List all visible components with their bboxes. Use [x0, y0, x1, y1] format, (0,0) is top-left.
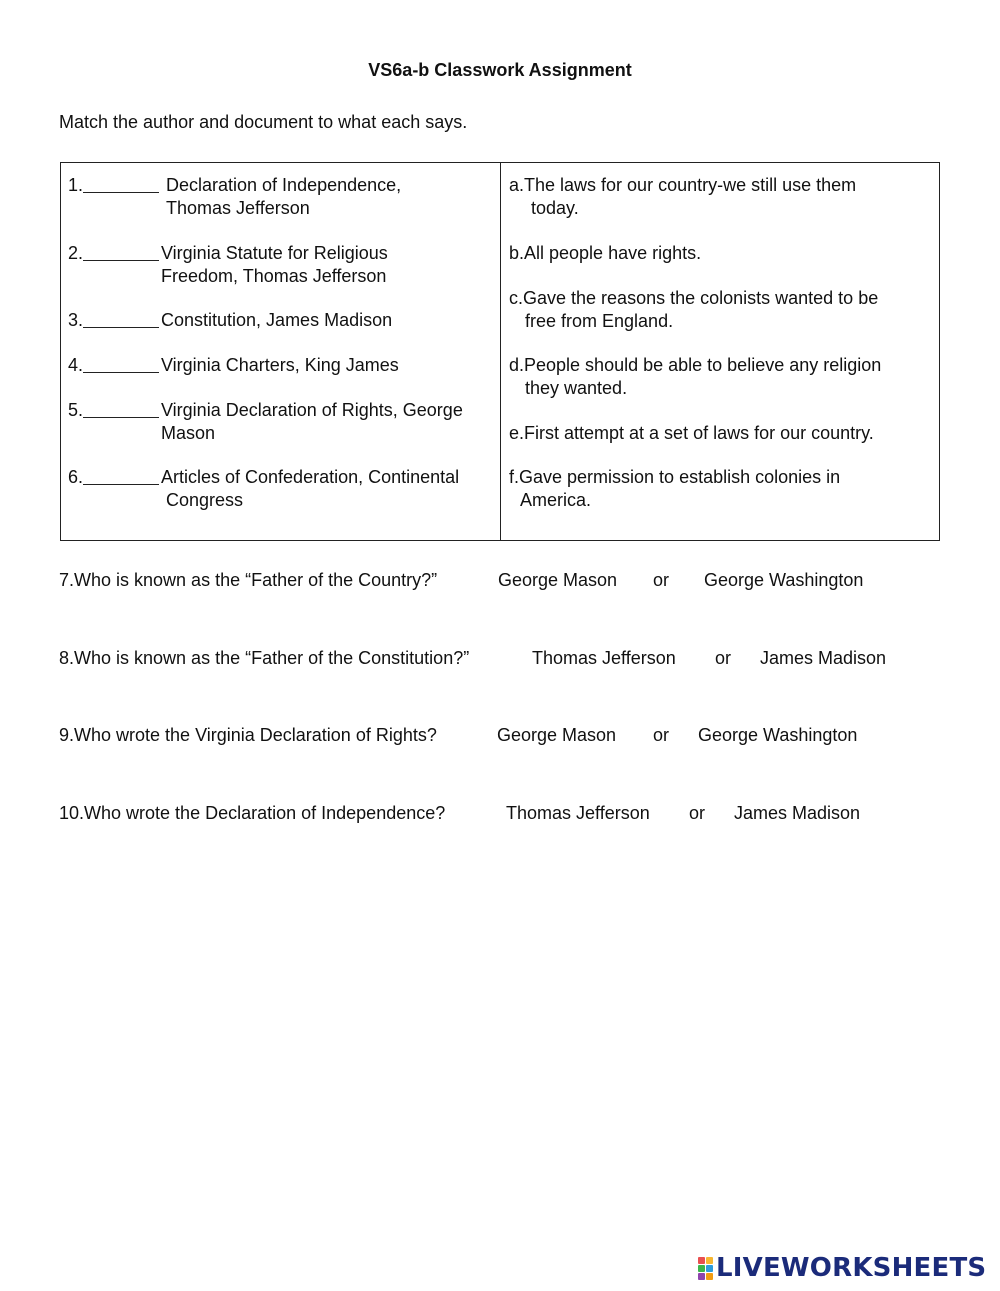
question-text: 10.Who wrote the Declaration of Independence? [59, 803, 446, 823]
option-george-washington[interactable]: George Washington [704, 570, 864, 590]
logo-square [706, 1265, 713, 1272]
logo-square [706, 1273, 713, 1280]
instructions: Match the author and document to what each says. [59, 112, 468, 132]
answer-blank-6[interactable] [83, 466, 159, 485]
question-text: 8.Who is known as the “Father of the Constitution?” [59, 648, 470, 668]
choice-a: a.The laws for our country-we still use them today. [509, 175, 857, 218]
question-text: 7.Who is known as the “Father of the Country?” [59, 570, 438, 590]
option-george-washington[interactable]: George Washington [698, 725, 858, 745]
or-label: or [653, 725, 670, 745]
answer-blank-1[interactable] [83, 174, 159, 193]
logo-text: LIVEWORKSHEETS [716, 1253, 987, 1283]
logo-square [698, 1265, 705, 1272]
liveworksheets-logo [698, 1253, 986, 1283]
choice-f: f.Gave permission to establish colonies in America. [509, 467, 841, 510]
option-thomas-jefferson[interactable]: Thomas Jefferson [506, 803, 650, 823]
logo-blocks-icon [698, 1257, 713, 1280]
or-label: or [653, 570, 670, 590]
column-divider [500, 163, 501, 540]
option-james-madison[interactable]: James Madison [734, 803, 861, 823]
answer-blank-5[interactable] [83, 399, 159, 418]
or-label: or [689, 803, 706, 823]
choice-b: b.All people have rights. [509, 243, 702, 263]
logo-square [698, 1273, 705, 1280]
logo-square [698, 1257, 705, 1264]
page-title: VS6a-b Classwork Assignment [368, 60, 632, 80]
option-george-mason[interactable]: George Mason [498, 570, 618, 590]
matching-table: 1. Declaration of Independence, Thomas Jefferson 2. Virginia Statute for Religious Freedom, Thomas Jefferson 3. Constitution, James Madison 4. Virginia Charters, King James 5. Virginia Declaration of Rights, George Mason 6. Articles of Confederation, Continental Congress a.The laws for our country-we still use them today. b.All people have rights. c.Gave the reasons the colonists wanted to be free from England. d.People should be able to believe any religion they wanted. e.First attempt at a set of laws for our country. f.Gave permission to establish colonies in America. [60, 162, 940, 541]
or-label: or [715, 648, 732, 668]
answer-blank-2[interactable] [83, 242, 159, 261]
answer-blank-4[interactable] [83, 354, 159, 373]
option-george-mason[interactable]: George Mason [497, 725, 617, 745]
answer-blank-3[interactable] [83, 309, 159, 328]
choice-d: d.People should be able to believe any religion they wanted. [509, 355, 882, 398]
choice-e: e.First attempt at a set of laws for our country. [509, 423, 874, 443]
option-james-madison[interactable]: James Madison [760, 648, 887, 668]
logo-square [706, 1257, 713, 1264]
choice-c: c.Gave the reasons the colonists wanted to be free from England. [509, 288, 879, 331]
question-text: 9.Who wrote the Virginia Declaration of Rights? [59, 725, 437, 745]
option-thomas-jefferson[interactable]: Thomas Jefferson [532, 648, 676, 668]
